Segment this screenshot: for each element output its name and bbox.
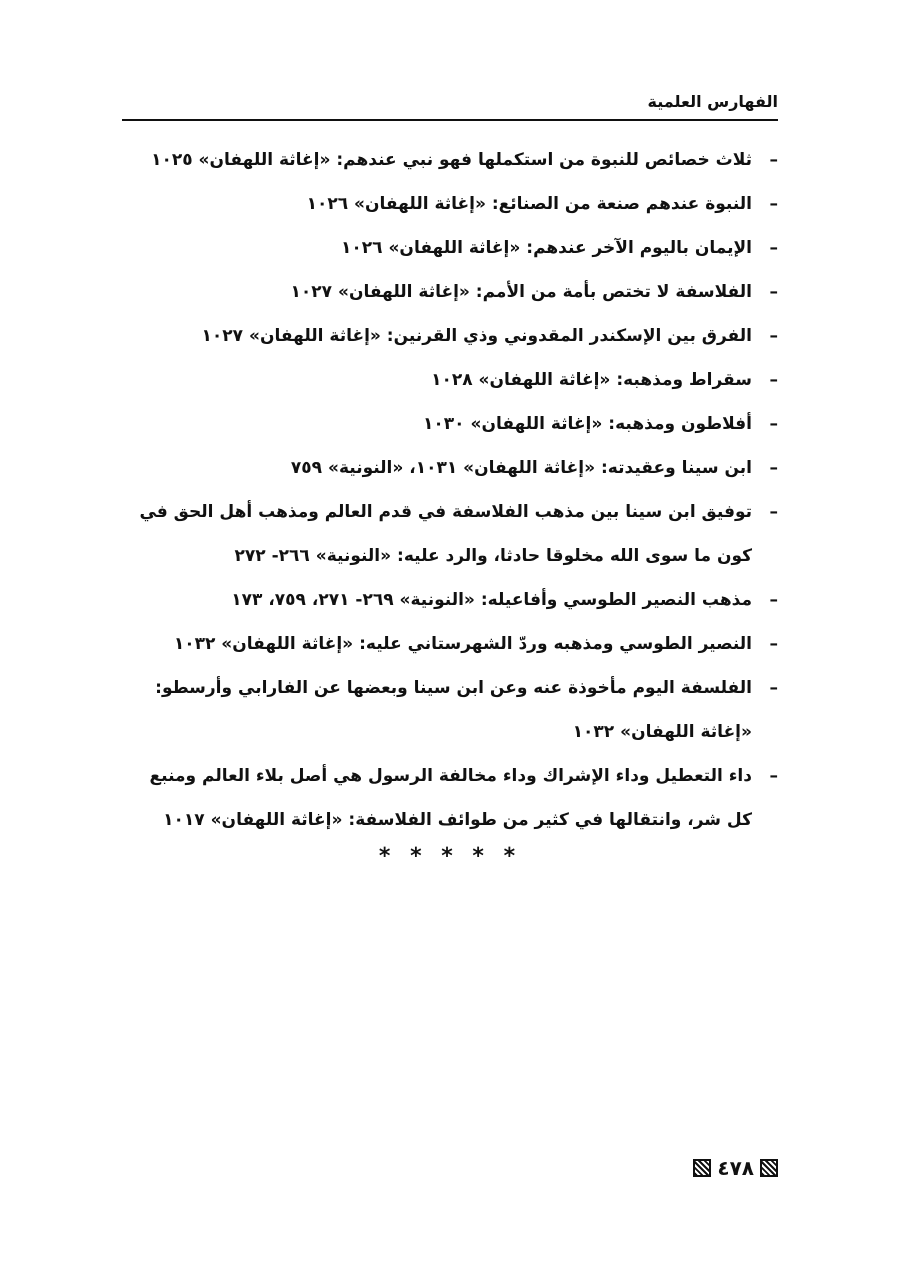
entry-text: مذهب النصير الطوسي وأفاعيله: «النونية» ٢٦٩- ٢٧١، ٧٥٩، ١٧٣ [231, 590, 752, 610]
entry-text: النبوة عندهم صنعة من الصنائع: «إغاثة اللهفان» ١٠٢٦ [306, 194, 752, 214]
running-header [122, 92, 778, 112]
entry-text: توفيق ابن سينا بين مذهب الفلاسفة في قدم العالم ومذهب أهل الحق في كون ما سوى الله مخلوقا حادثا، والرد عليه: «النونية» ٢٦٦- ٢٧٢ [139, 502, 752, 566]
entry-dash: – [769, 590, 778, 610]
index-entry [122, 402, 778, 446]
section-separator-stars: * * * * * [378, 844, 522, 869]
index-entry [122, 578, 778, 622]
index-entry [122, 226, 778, 270]
entry-dash: – [769, 634, 778, 654]
entry-text: أفلاطون ومذهبه: «إغاثة اللهفان» ١٠٣٠ [423, 414, 752, 434]
entry-text: داء التعطيل وداء الإشراك وداء مخالفة الرسول هي أصل بلاء العالم ومنبع كل شر، وانتقالها في كثير من طوائف الفلاسفة: «إغاثة اللهفان» ١٠١٧ [149, 766, 752, 830]
index-entry [122, 138, 778, 182]
index-entry [122, 446, 778, 490]
section-title: الفهارس العلمية [647, 92, 778, 111]
entry-dash: – [769, 326, 778, 346]
entry-text: النصير الطوسي ومذهبه وردّ الشهرستاني عليه: «إغاثة اللهفان» ١٠٣٢ [173, 634, 752, 654]
entry-dash: – [769, 194, 778, 214]
ornament-square-icon [693, 1159, 711, 1177]
entry-dash: – [769, 766, 778, 786]
header-rule [122, 119, 778, 121]
index-entry [122, 358, 778, 402]
entry-text: ثلاث خصائص للنبوة من استكملها فهو نبي عندهم: «إغاثة اللهفان» ١٠٢٥ [151, 150, 752, 170]
entry-text: الفلسفة اليوم مأخوذة عنه وعن ابن سينا وبعضها عن الفارابي وأرسطو: «إغاثة اللهفان» ١٠٣٢ [155, 678, 752, 742]
index-entries [122, 138, 778, 842]
index-entry [122, 182, 778, 226]
index-entry [122, 490, 778, 578]
entry-dash: – [769, 282, 778, 302]
index-entry [122, 754, 778, 842]
index-entry [122, 270, 778, 314]
entry-text: ابن سينا وعقيدته: «إغاثة اللهفان» ١٠٣١، «النونية» ٧٥٩ [290, 458, 752, 478]
entry-dash: – [769, 238, 778, 258]
index-entry [122, 666, 778, 754]
ornament-square-icon [760, 1159, 778, 1177]
entry-dash: – [769, 414, 778, 434]
entry-dash: – [769, 150, 778, 170]
entry-text: الفرق بين الإسكندر المقدوني وذي القرنين: «إغاثة اللهفان» ١٠٢٧ [201, 326, 752, 346]
entry-dash: – [769, 678, 778, 698]
entry-dash: – [769, 370, 778, 390]
entry-dash: – [769, 458, 778, 478]
entry-dash: – [769, 502, 778, 522]
page-number-box [693, 1156, 778, 1180]
entry-text: سقراط ومذهبه: «إغاثة اللهفان» ١٠٢٨ [431, 370, 752, 390]
index-entry [122, 314, 778, 358]
page-number: ٤٧٨ [717, 1156, 754, 1180]
entry-text: الإيمان باليوم الآخر عندهم: «إغاثة اللهفان» ١٠٢٦ [341, 238, 752, 258]
index-entry [122, 622, 778, 666]
entry-text: الفلاسفة لا تختص بأمة من الأمم: «إغاثة اللهفان» ١٠٢٧ [290, 282, 752, 302]
